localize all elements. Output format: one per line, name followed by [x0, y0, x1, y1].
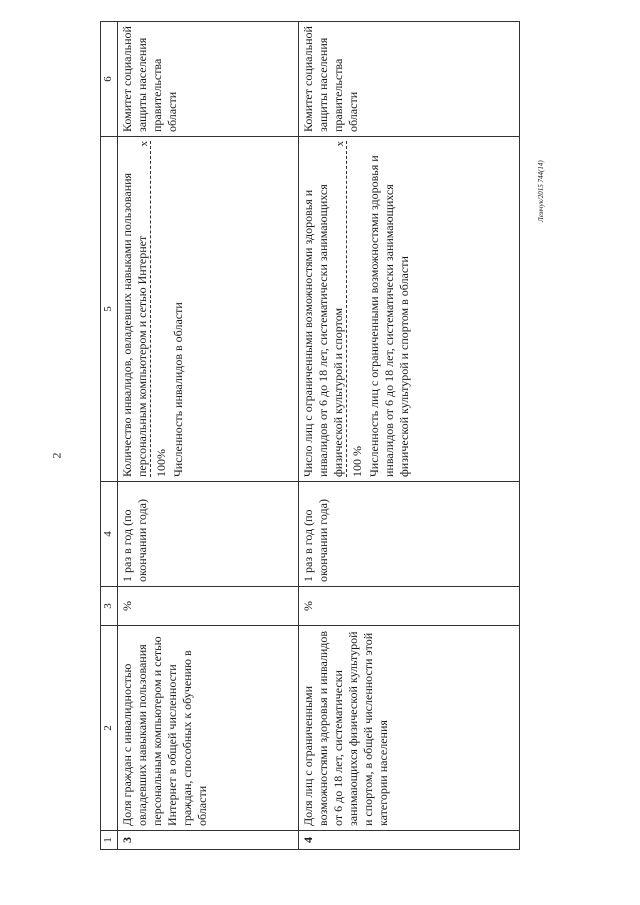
formula-denominator: Численность инвалидов в области [171, 302, 185, 477]
formula-cell [298, 137, 519, 482]
header-col-4: 4 [101, 482, 118, 587]
table-row [298, 22, 519, 850]
multiply-sign: x [334, 141, 347, 147]
formula-denominator: Численность лиц с ограниченными возможностями здоровья и инвалидов от 6 до 18 лет, систематически занимающихся физической культурой и спортом в области [366, 155, 411, 477]
responsible-cell: Комитет социальной защиты населения правительства области [298, 22, 519, 137]
header-col-5: 5 [101, 137, 118, 482]
unit-cell: % [298, 587, 519, 626]
responsible-cell: Комитет социальной защиты населения правительства области [118, 22, 299, 137]
header-col-1: 1 [101, 831, 118, 850]
page-number: 2 [49, 452, 64, 459]
formula-percent: 100% [154, 449, 168, 477]
indicator-name: Доля лиц с ограниченными возможностями здоровья и инвалидов от 6 до 18 лет, систематически занимающихся физической культурой и спортом, в общей численности этой категории населения [298, 626, 519, 831]
indicator-table [100, 21, 520, 850]
row-number: 3 [118, 831, 299, 850]
row-number: 4 [298, 831, 519, 850]
period-cell: 1 раз в год (по окончании года) [118, 482, 299, 587]
multiply-sign: x [138, 141, 151, 147]
table-row [118, 22, 299, 850]
unit-cell: % [118, 587, 299, 626]
period-cell: 1 раз в год (по окончании года) [298, 482, 519, 587]
indicator-name: Доля граждан с инвалидностью овладевших навыками пользования персональным компьютером и сетью Интернет в общей численности граждан, способных к обучению в области [118, 626, 299, 831]
indicator-table-container [100, 26, 520, 850]
header-col-2: 2 [101, 626, 118, 831]
formula-numerator: Число лиц с ограниченными возможностями здоровья и инвалидов от 6 до 18 лет, систематически занимающихся физической культурой и спортом x [300, 141, 347, 477]
formula-percent: 100 % [349, 446, 364, 477]
header-row [101, 22, 118, 850]
header-col-3: 3 [101, 587, 118, 626]
header-col-6: 6 [101, 22, 118, 137]
formula-cell [118, 137, 299, 482]
formula-numerator: Количество инвалидов, овладевших навыками пользования персональным компьютером и сетью Интернет x [120, 141, 151, 477]
document-code: Лемчук/2015 744(14) [537, 160, 545, 222]
